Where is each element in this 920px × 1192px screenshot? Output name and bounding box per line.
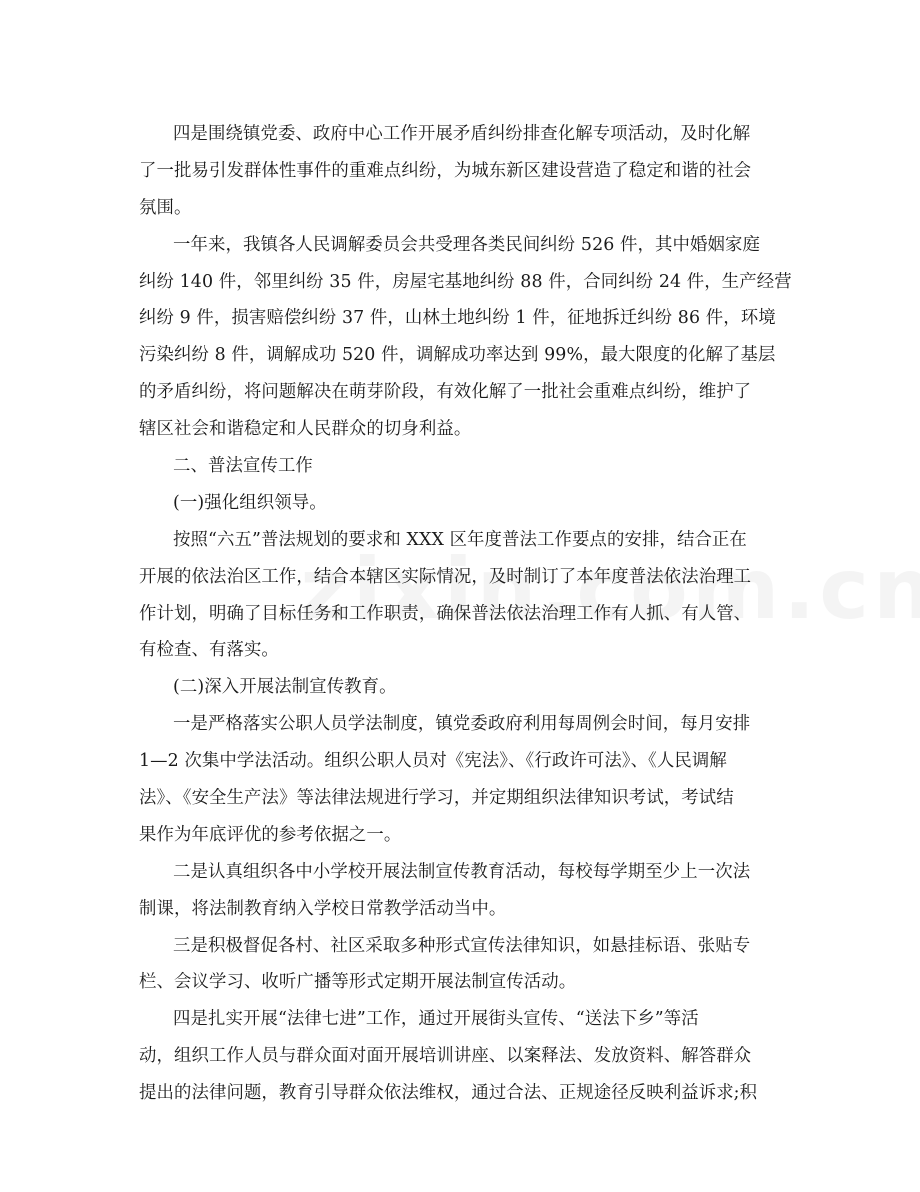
subsection-heading: (二)深入开展法制宣传教育。 (173, 677, 397, 698)
paragraph-line: 二是认真组织各中小学校开展法制宣传教育活动，每校每学期至少上一次法 (173, 861, 751, 882)
paragraph-line: 纠纷 9 件，损害赔偿纠纷 37 件，山林土地纠纷 1 件，征地拆迁纠纷 86 件，环境 (139, 308, 776, 329)
paragraph-line: 污染纠纷 8 件，调解成功 520 件，调解成功率达到 99%，最大限度的化解了基层 (139, 345, 776, 366)
paragraph-line: 提出的法律问题，教育引导群众依法维权，通过合法、正规途径反映利益诉求;积 (139, 1083, 758, 1104)
paragraph-line: 动，组织工作人员与群众面对面开展培训讲座、以案释法、发放资料、解答群众 (139, 1046, 752, 1067)
paragraph-line: 作计划，明确了目标任务和工作职责，确保普法依法治理工作有人抓、有人管、 (139, 603, 752, 624)
paragraph-line: 的矛盾纠纷，将问题解决在萌芽阶段，有效化解了一批社会重难点纠纷，维护了 (139, 382, 752, 403)
paragraph-line: 三是积极督促各村、社区采取多种形式宣传法律知识，如悬挂标语、张贴专 (173, 935, 751, 956)
paragraph-line: 四是围绕镇党委、政府中心工作开展矛盾纠纷排查化解专项活动，及时化解 (173, 124, 751, 144)
subsection-heading: (一)强化组织领导。 (173, 492, 327, 513)
paragraph-line: 开展的依法治区工作，结合本辖区实际情况，及时制订了本年度普法依法治理工 (139, 566, 752, 587)
paragraph-line: 法》、《安全生产法》等法律法规进行学习，并定期组织法律知识考试，考试结 (139, 788, 734, 809)
paragraph-line: 四是扎实开展“法律七进”工作，通过开展街头宣传、“送法下乡”等活 (173, 1009, 699, 1030)
paragraph-line: 纠纷 140 件，邻里纠纷 35 件，房屋宅基地纠纷 88 件，合同纠纷 24 件，生产经营 (139, 271, 792, 292)
paragraph-line: 制课，将法制教育纳入学校日常教学活动当中。 (139, 898, 507, 919)
paragraph-line: 1—2 次集中学法活动。组织公职人员对《宪法》、《行政许可法》、《人民调解 (139, 751, 727, 772)
paragraph-line: 氛围。 (139, 197, 192, 218)
paragraph-line: 果作为年底评优的参考依据之一。 (139, 824, 402, 845)
document-body (139, 116, 792, 1112)
paragraph-line: 一年来，我镇各人民调解委员会共受理各类民间纠纷 526 件，其中婚姻家庭 (173, 234, 760, 255)
paragraph-line: 了一批易引发群体性事件的重难点纠纷，为城东新区建设营造了稳定和谐的社会 (139, 160, 752, 181)
paragraph-line: 有检查、有落实。 (139, 640, 279, 661)
section-heading: 二、普法宣传工作 (173, 456, 313, 477)
paragraph-line: 一是严格落实公职人员学法制度，镇党委政府利用每周例会时间，每月安排 (173, 714, 751, 735)
paragraph-line: 按照“六五”普法规划的要求和 XXX 区年度普法工作要点的安排，结合正在 (173, 529, 747, 550)
paragraph-line: 栏、会议学习、收听广播等形式定期开展法制宣传活动。 (139, 972, 577, 993)
paragraph-line: 辖区社会和谐稳定和人民群众的切身利益。 (139, 419, 472, 440)
